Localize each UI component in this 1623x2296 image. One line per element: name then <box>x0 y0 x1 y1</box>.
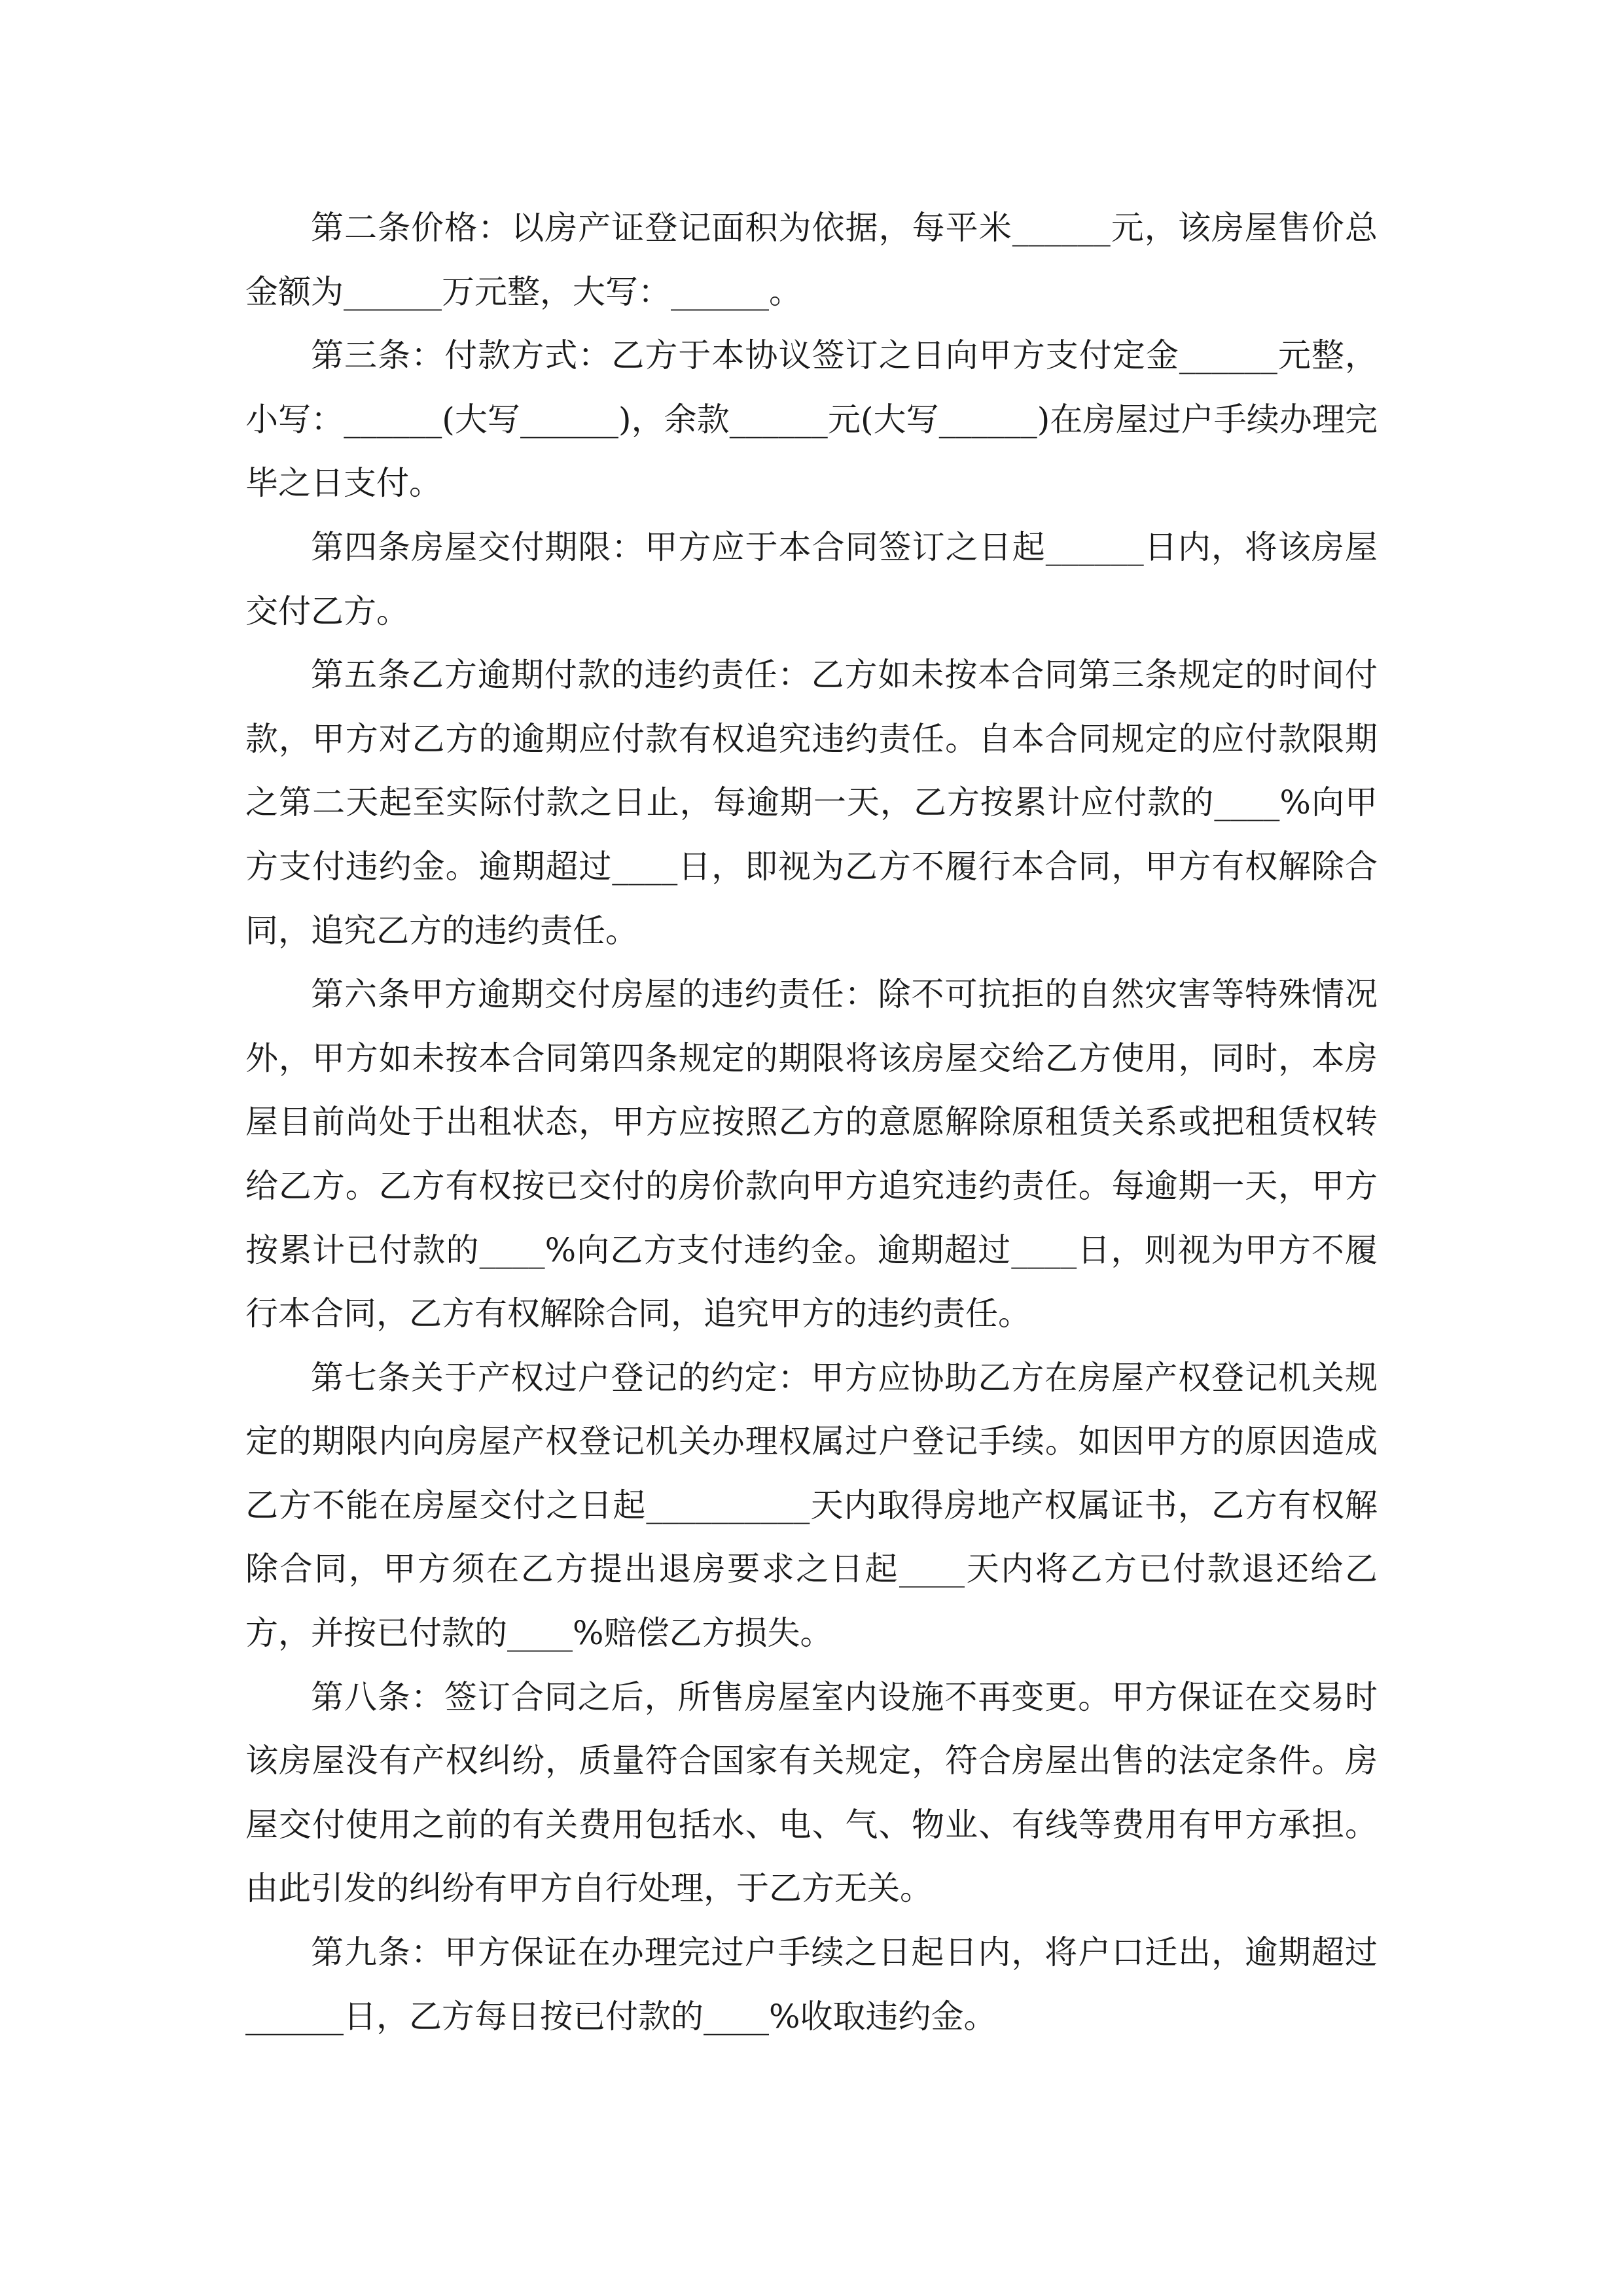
contract-body <box>245 196 1378 2049</box>
article-3-payment: 第三条：付款方式：乙方于本协议签订之日向甲方支付定金______元整，小写：______(大写______)，余款______元(大写______)在房屋过户手续办理完毕之日支付。 <box>245 336 1378 503</box>
article-9-household-registration: 第九条：甲方保证在办理完过户手续之日起日内，将户口迁出，逾期超过______日，乙方每日按已付款的____%收取违约金。 <box>245 1933 1378 2036</box>
article-5-buyer-late-payment: 第五条乙方逾期付款的违约责任：乙方如未按本合同第三条规定的时间付款，甲方对乙方的逾期应付款有权追究违约责任。自本合同规定的应付款限期之第二天起至实际付款之日止，每逾期一天，乙方按累计应付款的____%向甲方支付违约金。逾期超过____日，即视为乙方不履行本合同，甲方有权解除合同，追究乙方的违约责任。 <box>245 656 1378 950</box>
article-8-facilities: 第八条：签订合同之后，所售房屋室内设施不再变更。甲方保证在交易时该房屋没有产权纠纷，质量符合国家有关规定，符合房屋出售的法定条件。房屋交付使用之前的有关费用包括水、电、气、物业、有线等费用有甲方承担。由此引发的纠纷有甲方自行处理，于乙方无关。 <box>245 1677 1378 1908</box>
article-6-seller-late-delivery: 第六条甲方逾期交付房屋的违约责任：除不可抗拒的自然灾害等特殊情况外，甲方如未按本合同第四条规定的期限将该房屋交给乙方使用，同时，本房屋目前尚处于出租状态，甲方应按照乙方的意愿解除原租赁关系或把租赁权转给乙方。乙方有权按已交付的房价款向甲方追究违约责任。每逾期一天，甲方按累计已付款的____%向乙方支付违约金。逾期超过____日，则视为甲方不履行本合同，乙方有权解除合同，追究甲方的违约责任。 <box>245 975 1378 1333</box>
article-4-delivery-term: 第四条房屋交付期限：甲方应于本合同签订之日起______日内，将该房屋交付乙方。 <box>245 528 1378 630</box>
article-7-title-transfer: 第七条关于产权过户登记的约定：甲方应协助乙方在房屋产权登记机关规定的期限内向房屋产权登记机关办理权属过户登记手续。如因甲方的原因造成乙方不能在房屋交付之日起__________天内取得房地产权属证书，乙方有权解除合同，甲方须在乙方提出退房要求之日起____天内将乙方已付款退还给乙方，并按已付款的____%赔偿乙方损失。 <box>245 1358 1378 1653</box>
article-2-price: 第二条价格：以房产证登记面积为依据，每平米______元，该房屋售价总金额为______万元整，大写：______。 <box>245 209 1378 311</box>
